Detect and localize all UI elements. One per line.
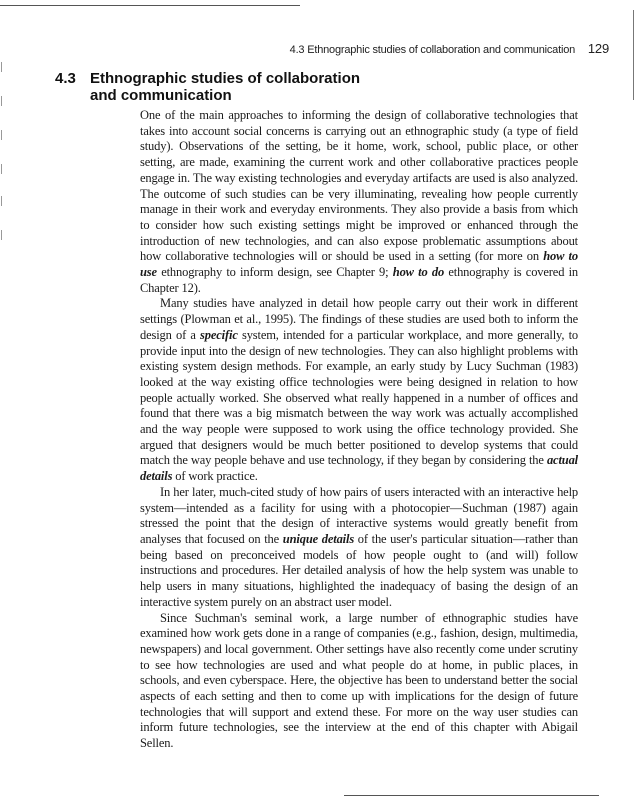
paragraph-text: In her later, much-cited study of how pairs of users interacted with an interactive help system—intended as a facility for using with a photocopier—Suchman (1987) again stressed the point that the design of interactive systems would greatly benefit from analyses that focused on the (140, 484, 578, 546)
paragraph (140, 296, 578, 484)
paragraph (140, 108, 578, 296)
edge-mark (1, 230, 2, 240)
top-rule (0, 5, 300, 6)
paragraph-text: Many studies have analyzed in detail how people carry out their work in different settings (Plowman et al., 1995). The findings of these studies are used both to inform the design of a (140, 296, 578, 342)
running-head (290, 41, 609, 56)
section-title-line2: and communication (90, 87, 232, 104)
section-title-line1: Ethnographic studies of collaboration (90, 70, 361, 87)
paragraph (140, 485, 578, 611)
emphasis: specific (200, 327, 238, 342)
emphasis: unique details (282, 531, 355, 546)
edge-mark (1, 62, 2, 72)
paragraph-text: ethnography is covered in Chapter 12). (140, 265, 579, 295)
emphasis: how to use (140, 249, 578, 280)
paragraph-text: One of the main approaches to informing the design of collaborative technologies that takes into account social concerns is carrying out an ethnographic study (a type of field study). Observations of the setting, be it home, work, school, public place, or other setting, are made, examining the current work and other collaborative practices people engage in. The way existing technologies and everyday artifacts are used is also analyzed. The outcome of such studies can be very illuminating, revealing how people currently manage in their work and everyday environments. They also provide a basis from which to consider how such existing settings might be improved or enhanced through the introduction of new technologies, and can also expose problematic assumptions about how collaborative technologies will or should be used in a setting (for more on (140, 108, 578, 264)
section-number: 4.3 (55, 70, 76, 87)
paragraph-text: ethnography to inform design, see Chapter 9; (156, 265, 393, 280)
right-edge-rule (633, 10, 634, 100)
edge-mark (1, 196, 2, 206)
paragraph-text: of work practice. (172, 469, 258, 484)
edge-mark (1, 164, 2, 174)
paragraph-text: system, intended for a particular workplace, and more generally, to provide input into the design of new technologies. They can also highlight problems with existing system design methods. For example, an early study by Lucy Suchman (1983) looked at the way existing office technologies were being designed in relation to how people actually worked. She observed what really happened in a number of offices and found that there was a big mismatch between the way work was actually accomplished and the way people were supposed to work using the office technology provided. She argued that designers would be much better positioned to develop systems that could match the way people behave and use technology, if they began by considering the (140, 327, 579, 468)
section-heading (55, 70, 455, 104)
page-number: 129 (587, 41, 609, 56)
body-text (140, 108, 578, 752)
edge-mark (1, 96, 2, 106)
edge-mark (1, 130, 2, 140)
emphasis: how to do (392, 265, 445, 280)
emphasis: actual details (140, 453, 578, 484)
paragraph-text: of the user's particular situation—rather than being based on preconceived models of how people ought to (and will) follow instructions and procedures. Her detailed analysis of how the help system was unable to help users in many situations, highlighted the inadequacy of basing the design of an interactive system purely on an abstract user model. (140, 531, 579, 609)
bottom-rule (344, 795, 599, 796)
running-head-title: 4.3 Ethnographic studies of collaboration and communication (289, 44, 576, 56)
paragraph-text: Since Suchman's seminal work, a large number of ethnographic studies have examined how work gets done in a range of companies (e.g., fashion, design, multimedia, newspapers) and local government. Other settings have also recently come under scrutiny to see how technologies are used and what people do at home, in public places, in schools, and even cyberspace. Here, the objective has been to understand better the social aspects of each setting and then to come up with implications for the design of future technologies that will support and extend these. For more on the way user studies can inform future technologies, see the interview at the end of this chapter with Abigail Sellen. (140, 610, 578, 751)
paragraph (140, 611, 578, 752)
